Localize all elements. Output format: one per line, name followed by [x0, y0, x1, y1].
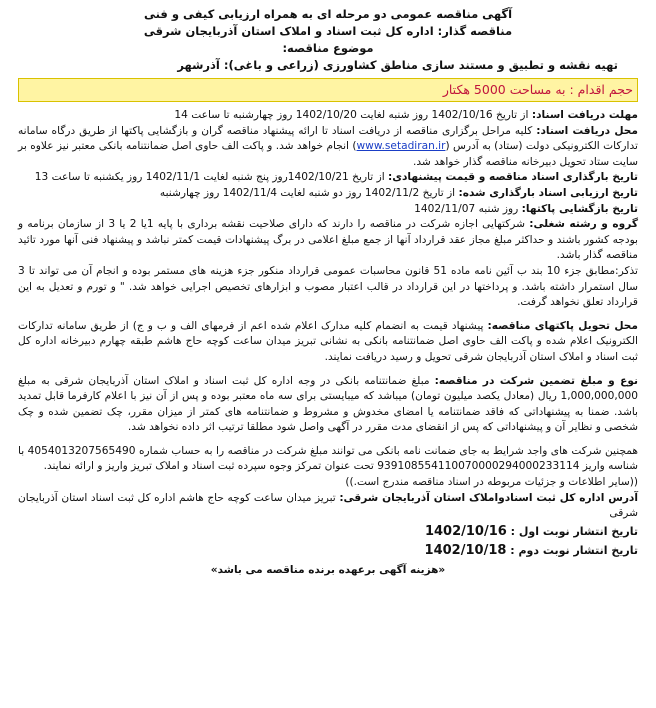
para-label: گروه و رشته شغلی:	[529, 218, 638, 231]
volume-bar: حجم اقدام : به مساحت 5000 هکتار	[18, 78, 638, 102]
para-evaluation-date	[18, 186, 638, 202]
header-subject: تهیه نقشه و تطبیق و مستند سازی مناطق کشاورزی (زراعی و باغی): آذرشهر	[177, 58, 618, 72]
publish-second	[18, 541, 638, 560]
para-text: از تاریخ 1402/10/16 روز شنبه لغایت 1402/10/20 روز چهارشنبه تا ساعت 14	[174, 109, 529, 121]
para-text: کلیه مراحل برگزاری مناقصه از دریافت اسناد تا ارائه پیشنهاد مناقصه گران و بازگشایی پاکتها از طریق درگاه سامانه تدارکات الکترونیکی دولت (ستاد) به آدرس (	[18, 124, 638, 153]
para-text: مبلغ ضمانتنامه بانکی در وجه اداره کل ثبت اسناد و املاک استان آذربایجان شرقی به مبلغ 1,000,000,000 ریال (معادل یکصد میلیون تومان) میباشد که میبایستی برای سه ماه معتبر بوده و پس از آن نیز با اعلام کارفرما قابل تمدید باشد. ضمنا به پیشنهاداتی که فاقد ضمانتنامه یا امضای مخدوش و مشروط و ضمانتنامه های کمتر از میزان مقرر، چک تضمین شده و چک شخصی و نظایر آن و پیشنهاداتی که پس از انقضای مدت مقرر در آگهی واصل شود مطلقا ترتیب اثر داده نخواهد شد.	[18, 374, 638, 434]
para-label: تاریخ ارزیابی اسناد بارگذاری شده:	[458, 186, 638, 199]
para-label: نوع و مبلغ تضمین شرکت در مناقصه:	[434, 374, 638, 387]
para-upload-date	[18, 170, 638, 186]
para-text-2: ) انجام خواهد شد. و پاکت الف حاوی اصل ضمانتنامه بانکی معتبر نیز علاوه بر سایت ستاد تحویل دبیرخانه مناقصه گذار خواهد شد.	[18, 140, 638, 168]
para-text: تذکر:مطابق جزء 10 بند ب آئین نامه ماده 51 قانون محاسبات عمومی قرارداد منکور جزء هزینه های مستمر بوده و انجام آن می تواند تا 3 سال استمرار داشته باشد. و پرداختها در این قرارداد در قالب اعتبار مصوب و ابزارهای تخصیص اجرایی خواهد شد. " و تورم و تعدیل به این قرارداد تعلق نخواهد گرفت.	[18, 264, 639, 309]
para-text: همچنین شرکت های واجد شرایط به جای ضمانت نامه بانکی می توانند مبلغ شرکت در مناقصه را به حساب شماره 4054013207565490 با شناسه واریز 939108554110070000294000233114 تحت عنوان تمرکز وجوه سپرده ثبت اسناد و املاک تبریز واریز و ارائه نمایند.	[18, 444, 638, 473]
setad-link[interactable]: www.setadiran.ir	[356, 140, 446, 153]
para-text: روز شنبه 1402/11/07	[414, 202, 519, 215]
para-text: شرکتهایی اجازه شرکت در مناقصه را دارند که دارای صلاحیت نقشه برداری با پایه 1یا 2 یا 3 از سازمان برنامه و بودجه کشور باشند و حداکثر مبلغ مجاز عقد قرارداد آنها از جمع مبلغ اعلامی در برگ پیشنهادات قیمت کمتر نباشد و پیشنهاد فنی آنها مورد تائید مناقصه گذار باشد.	[18, 218, 638, 262]
para-label: تاریخ بارگذاری اسناد مناقصه و قیمت پیشنهادی:	[388, 171, 638, 184]
publish-second-label: تاریخ انتشار نوبت دوم :	[506, 543, 638, 557]
para-text: از تاریخ 1402/11/2 روز دو شنبه لغایت 1402/11/4 روز چهارشنبه	[159, 186, 456, 199]
para-other-info	[18, 475, 638, 491]
para-text: تبریز میدان ساعت کوچه حاج هاشم اداره کل ثبت اسناد استان آذربایجان شرقی	[18, 491, 638, 520]
para-text: از تاریخ 1402/10/21روز پنج شنبه لغایت 1402/11/1 روز یکشنبه تا ساعت 13	[34, 171, 385, 184]
header-title: آگهی مناقصه عمومی دو مرحله ای به همراه ارزیابی کیفی و فنی	[143, 7, 513, 21]
header-tenderer: مناقصه گذار: اداره کل ثبت اسناد و املاک استان آذربایجان شرقی	[143, 24, 513, 38]
publish-first-label: تاریخ انتشار نوبت اول :	[506, 524, 638, 538]
para-label: مهلت دریافت اسناد:	[531, 109, 638, 121]
para-text: پیشنهاد قیمت به انضمام کلیه مدارک اعلام شده اعم از فرمهای الف و ب و ج) از طریق سامانه تدارکات الکترونیک اعلام شده و پاکت الف حاوی اصل ضمانتنامه بانکی به نشانی تبریز میدان ساعت کوچه حاج هاشم طبقه چهارم دبیرخانه اداره کل ثبت اسناد و املاک استان آذربایجان شرقی تحویل و رسید دریافت نمایند.	[18, 319, 638, 363]
para-deadline	[18, 108, 638, 124]
para-label: محل دریافت اسناد:	[536, 124, 638, 137]
publish-first-date: 1402/10/16	[424, 523, 507, 539]
para-note	[18, 264, 638, 311]
para-opening-date	[18, 202, 638, 218]
para-text: ((سایر اطلاعات و جزئیات مربوطه در اسناد مناقصه مندرج است.))	[345, 476, 638, 489]
para-bank-deposit	[18, 444, 638, 475]
para-guarantee	[18, 374, 638, 436]
publish-first	[18, 522, 638, 541]
publish-second-date: 1402/10/18	[424, 542, 507, 558]
header-subject-label: موضوع مناقصه:	[282, 41, 374, 55]
para-label: تاریخ بازگشایی پاکتها:	[521, 202, 638, 215]
para-label: محل تحویل پاکتهای مناقصه:	[487, 319, 638, 332]
para-doc-location	[18, 124, 638, 171]
para-label: آدرس اداره کل ثبت اسنادواملاک استان آذربایجان شرقی:	[339, 491, 638, 504]
para-address	[18, 491, 638, 522]
closing-note: «هزینه آگهی برعهده برنده مناقصه می باشد»	[210, 563, 446, 576]
header	[18, 6, 638, 74]
para-delivery-location	[18, 319, 638, 366]
para-eligibility	[18, 217, 638, 264]
